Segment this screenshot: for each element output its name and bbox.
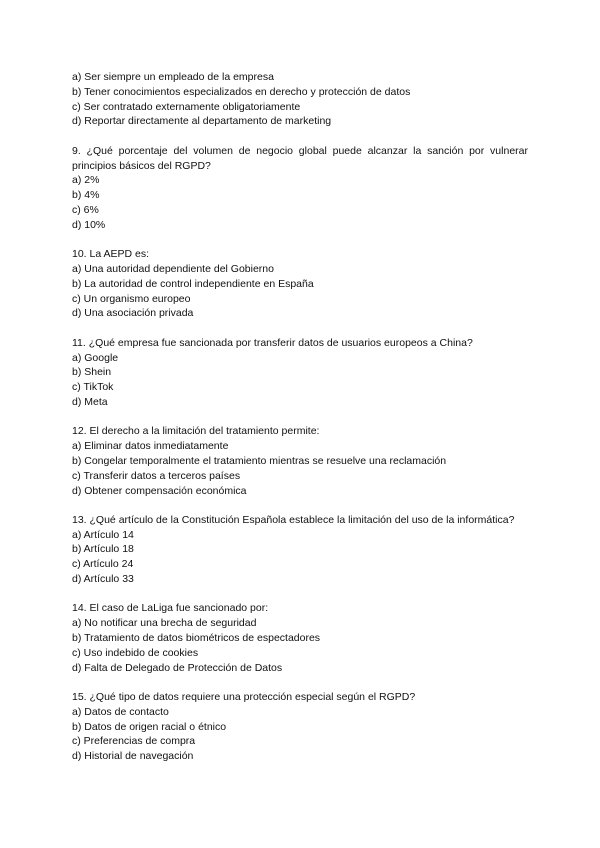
option: a) Artículo 14 [72,528,134,541]
question-8-options [72,70,528,129]
option: a) No notificar una brecha de seguridad [72,617,257,630]
option: d) 10% [72,218,106,231]
option: d) Historial de navegación [72,750,194,763]
option: d) Obtener compensación económica [72,484,247,497]
option: b) Datos de origen racial o étnico [72,720,227,733]
option: a) Una autoridad dependiente del Gobierno [72,262,274,275]
question-13 [72,513,528,587]
option: a) 2% [72,174,100,187]
option: a) Eliminar datos inmediatamente [72,440,229,453]
option: b) 4% [72,189,100,202]
option: b) La autoridad de control independiente en España [72,277,314,290]
document-page [72,70,528,779]
option: c) Ser contratado externamente obligatoriamente [72,100,301,113]
question-text: 13. ¿Qué artículo de la Constitución Española establece la limitación del uso de la informática? [72,513,515,526]
option: c) TikTok [72,381,114,394]
option: d) Reportar directamente al departamento de marketing [72,115,332,128]
question-text: 10. La AEPD es: [72,248,150,261]
option: d) Falta de Delegado de Protección de Datos [72,661,283,674]
option: d) Meta [72,395,108,408]
option: c) Preferencias de compra [72,735,196,748]
option: a) Ser siempre un empleado de la empresa [72,71,274,83]
question-text: 12. El derecho a la limitación del tratamiento permite: [72,425,320,438]
question-text: 11. ¿Qué empresa fue sancionada por transferir datos de usuarios europeos a China? [72,336,473,349]
question-10 [72,247,528,321]
option: c) 6% [72,203,99,216]
question-9 [72,144,528,233]
option: b) Artículo 18 [72,543,134,556]
question-11 [72,336,528,410]
question-15 [72,690,528,764]
option: c) Artículo 24 [72,558,134,571]
option: c) Transferir datos a terceros países [72,469,241,482]
question-text: 15. ¿Qué tipo de datos requiere una protección especial según el RGPD? [72,691,416,704]
question-text: 9. ¿Qué porcentaje del volumen de negocio global puede alcanzar la sanción por vulnerar principios básicos del RGPD? [72,144,528,172]
option: b) Tener conocimientos especializados en derecho y protección de datos [72,85,411,98]
option: a) Datos de contacto [72,705,169,718]
option: b) Congelar temporalmente el tratamiento mientras se resuelve una reclamación [72,454,447,467]
option: c) Uso indebido de cookies [72,646,199,659]
question-14 [72,601,528,675]
question-12 [72,424,528,498]
option: b) Shein [72,366,112,379]
option: c) Un organismo europeo [72,292,191,305]
option: d) Una asociación privada [72,307,194,320]
question-text: 14. El caso de LaLiga fue sancionado por: [72,602,269,615]
option: d) Artículo 33 [72,573,134,586]
option: a) Google [72,351,119,364]
option: b) Tratamiento de datos biométricos de espectadores [72,632,321,645]
